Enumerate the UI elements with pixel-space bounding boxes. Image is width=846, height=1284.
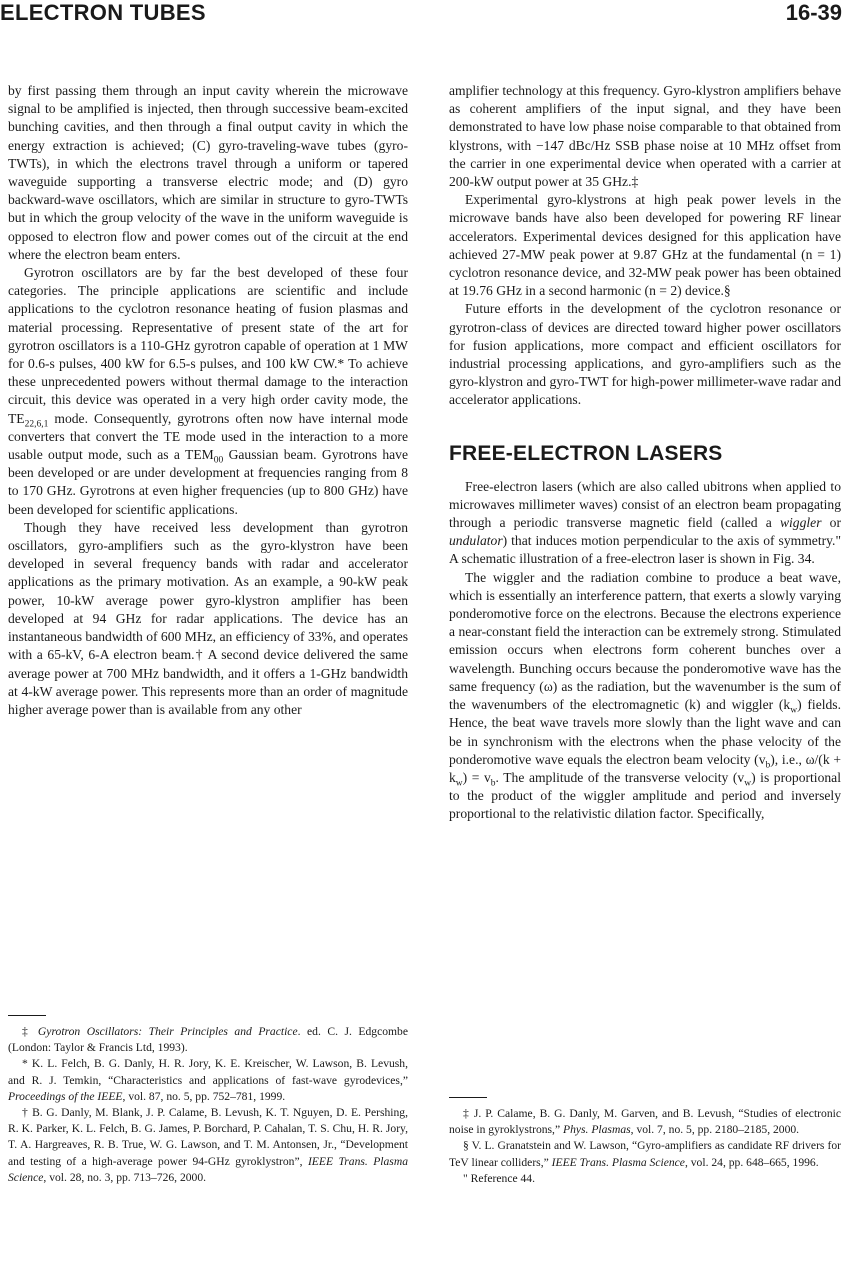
text-run: ) fields. Hence, the beat wave travels more slowly than the light wave and can be in synchronism with the electrons when the phase velocity of the ponderomotive wave equals the electron beam velocity (v [449, 697, 841, 767]
text-run: or [821, 515, 841, 531]
left-paragraph-3: Though they have received less development than gyrotron oscillators, gyro-amplifiers such as the gyro-klystron have been developed in several frequency bands with radar and accelerator applications as the primary motivation. As an example, a 90-kW peak power, 10-kW average power gyro-klystron amplifier has been developed at 94 GHz for radar applications. The device has an instantaneous bandwidth of 600 MHz, an efficiency of 33%, and operates with a 65-kV, 6-A electron beam.† A second device delivered the same average power at 700 MHz bandwidth, and it offers a 1-GHz bandwidth at 4-kW average power. This represents more than an order of magnitude higher average power than is available from any other [8, 519, 408, 717]
subscript: w [790, 705, 798, 716]
left-footnotes [8, 1015, 408, 1186]
text-run: Gaussian beam. Gyrotrons have been developed or are under development at frequencies ranging from 8 to 170 GHz. Gyrotrons at even higher frequencies (up to 800 GHz) have been developed for scientific applications. [8, 447, 408, 517]
italic-term: wiggler [779, 515, 822, 531]
text-run: § V. L. Granatstein and W. Lawson, “Gyro-amplifiers as candidate RF drivers for TeV linear colliders,” [449, 1139, 841, 1169]
right-paragraph-5 [449, 569, 841, 824]
page-header [0, 0, 846, 30]
footnote [8, 1024, 408, 1056]
text-run: ) = v [462, 769, 491, 785]
right-paragraph-3: Future efforts in the development of the cyclotron resonance or gyrotron-class of devices are directed toward higher power oscillators for fusion applications, more compact and efficient oscillators for industrial processing applications, and gyro-amplifiers such as the gyro-klystron and gyro-TWT for high-power millimeter-wave radar and accelerator applications. [449, 301, 841, 408]
text-run: . The amplitude of the transverse velocity (v [495, 769, 745, 785]
subscript: 00 [213, 455, 224, 466]
citation-journal: Proceedings of the IEEE [8, 1089, 123, 1103]
text-run: Free-electron lasers (which are also called ubitrons when applied to microwaves millimeter waves) consist of an electron beam propagating through a periodic transverse magnetic field (called a [449, 478, 841, 531]
citation-title: Gyrotron Oscillators: Their Principles and Practice [37, 1025, 298, 1038]
citation-journal: IEEE Trans. Plasma Science [8, 1154, 408, 1184]
subscript: b [765, 760, 771, 771]
italic-term: undulator [449, 533, 503, 549]
text-run: , vol. 7, no. 5, pp. 2180–2185, 2000. [630, 1123, 800, 1137]
footnote [449, 1138, 841, 1170]
text-run: Gyrotron oscillators are by far the best developed of these four categories. The principle applications are scientific and include applications to the cyclotron resonance heating of fusion plasmas and material processing. Representative of present state of the art for gyrotron oscillators is a 110-GHz gyrotron capable of operation at 1 MW for 0.6-s pulses, 400 kW for 6.5-s pulses, and 100 kW CW.* To achieve these unprecedented powers without thermal damage to the interaction circuit, this device was operated in a very high order cavity mode, the TE [8, 265, 408, 426]
footnote: " Reference 44. [463, 1171, 536, 1185]
subscript: w [455, 778, 463, 789]
footnote [8, 1056, 408, 1105]
footnote [8, 1105, 408, 1186]
text-run: , vol. 24, pp. 648–665, 1996. [684, 1155, 819, 1169]
subscript: b [490, 778, 496, 789]
subscript: 22,6,1 [24, 419, 49, 430]
right-paragraph-4 [449, 478, 841, 569]
text-run: ) that induces motion perpendicular to the axis of symmetry." A schematic illustration of a free-electron laser is shown in Fig. 34. [449, 533, 841, 567]
right-paragraph-1: amplifier technology at this frequency. Gyro-klystron amplifiers behave as coherent amplifiers of the input signal, and they have been demonstrated to have low phase noise comparable to that obtained from klystrons, with −147 dBc/Hz SSB phase noise at 10 MHz offset from the carrier in one experimental device when operated with a carrier at 200-kW output power at 35 GHz.‡ [449, 83, 841, 190]
footnote-rule [8, 1015, 46, 1016]
text-run: ‡ J. P. Calame, B. G. Danly, M. Garven, and B. Levush, “Studies of electronic noise in gyroklystrons,” [449, 1107, 841, 1137]
text-run: ) is proportional to the product of the wiggler amplitude and period and inversely proportional to the relativistic dilation factor. Specifically, [449, 769, 841, 822]
text-run: , vol. 28, no. 3, pp. 713–726, 2000. [43, 1170, 207, 1184]
text-run: . ed. C. J. Edgcombe (London: Taylor & Francis Ltd, 1993). [8, 1025, 408, 1055]
section-heading: FREE-ELECTRON LASERS [449, 441, 723, 465]
citation-journal: Phys. Plasmas [563, 1123, 631, 1137]
text-run: † B. G. Danly, M. Blank, J. P. Calame, B. Levush, K. T. Nguyen, D. E. Pershing, R. K. Parker, K. L. Felch, B. G. James, P. Borchard, P. Cahalan, T. S. Chu, H. R. Jory, T. A. Hargreaves, R. B. True, W. G. Lawson, and T. M. Antonsen, Jr., “Development and testing of a high-average power 94-GHz gyroklystron”, [8, 1106, 408, 1168]
footnote-mark: ‡ [22, 1025, 38, 1038]
right-footnotes [449, 1097, 841, 1187]
left-column [8, 82, 408, 719]
running-head-title: ELECTRON TUBES [0, 0, 206, 25]
left-paragraph-1: by first passing them through an input cavity wherein the microwave signal to be amplified is injected, then through successive beam-excited bunching cavities, and then through a final output cavity in which the energy extraction is achieved; (C) gyro-traveling-wave tubes (gyro-TWTs), in which the electrons travel through a uniform or tapered waveguide supporting a transverse electric mode; and (D) gyro backward-wave oscillators, which are similar in structure to gyro-TWTs but in which the group velocity of the wave in the uniform waveguide is opposed to electron flow and power comes out of the circuit at the end where the electron beam enters. [8, 83, 408, 262]
left-paragraph-2 [8, 264, 408, 519]
footnote-rule [449, 1097, 487, 1098]
text-run: * K. L. Felch, B. G. Danly, H. R. Jory, K. E. Kreischer, W. Lawson, B. Levush, and R. J. Temkin, “Characteristics and applications of fast-wave gyrodevices,” [8, 1057, 408, 1087]
right-paragraph-2: Experimental gyro-klystrons at high peak power levels in the microwave bands have also been developed for powering RF linear accelerators. Experimental devices designed for this application have achieved 27-MW peak power at 9.87 GHz at the fundamental (n = 1) cyclotron resonance device, and 32-MW peak power has been obtained at 19.76 GHz in a second harmonic (n = 2) device.§ [449, 192, 841, 299]
citation-journal: IEEE Trans. Plasma Science [551, 1155, 685, 1169]
footnote [449, 1106, 841, 1138]
text-run: The wiggler and the radiation combine to produce a beat wave, which is essentially an interference pattern, that exerts a slowly varying ponderomotive force on the electrons. Because the electrons experience a near-constant field the interaction can be extremely strong. Stimulated emission occurs when electrons form coherent bunches over a wavelength. Bunching occurs because the ponderomotive wave has the same frequency (ω) as the radiation, but the wavenumber is the sum of the wavenumbers of the electromagnetic (k) and wiggler (k [449, 569, 841, 713]
text-run: ), i.e., ω/(k + k [449, 751, 841, 785]
right-column [449, 82, 841, 824]
page-number: 16-39 [785, 0, 842, 25]
subscript: w [744, 778, 752, 789]
text-run: , vol. 87, no. 5, pp. 752–781, 1999. [122, 1089, 286, 1103]
text-run: mode. Consequently, gyrotrons often now have internal mode converters that convert the TE mode used in the interaction to a more usable output mode, such as a TEM [8, 410, 408, 463]
